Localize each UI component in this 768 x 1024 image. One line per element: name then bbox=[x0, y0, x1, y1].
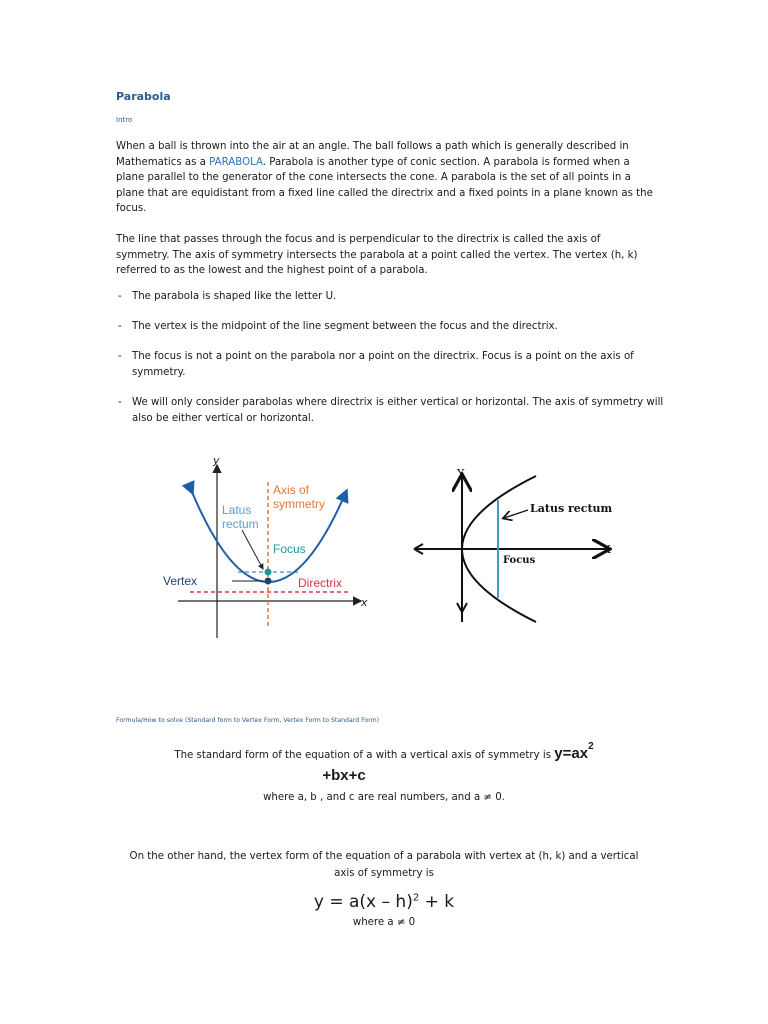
axis-of-symmetry-label-1: Axis of bbox=[273, 483, 310, 497]
axis-paragraph: The line that passes through the focus and is perpendicular to the directrix is called the axis of symmetry. The axis of symmetry intersects the parabola at a point called the vertex. The vertex (h, k) referred to as the lowest and the highest point of a parabola. bbox=[116, 234, 638, 277]
intro-paragraph bbox=[116, 139, 656, 217]
parabola-link[interactable]: PARABOLA bbox=[209, 156, 263, 168]
latus-rectum-label-2: rectum bbox=[222, 517, 259, 531]
bullet-item: - The focus is not a point on the parabola nor a point on the directrix. Focus is a point on the axis of symmetry. bbox=[118, 351, 634, 378]
directrix-label: Directrix bbox=[298, 576, 342, 590]
vertex-form-equation: y = a(x – h)$^2$ + k bbox=[313, 892, 455, 912]
latus-rectum-label: Latus rectum bbox=[530, 502, 613, 515]
vertex-form-note: where a ≠ 0 bbox=[352, 917, 416, 928]
standard-form-text: The standard form of the equation of a with a vertical axis of symmetry is bbox=[174, 750, 555, 761]
vertex-form-exponent: 2 bbox=[412, 892, 420, 904]
standard-form-eq-1: y=ax bbox=[554, 745, 589, 762]
intro-paragraph-end: . Parabola is another type of conic section. A parabola is formed when a plane parallel to the generator of the cone intersects the cone. A parabola is the set of all points in a plane that are equidistant from a fixed line called the directrix and a fixed points in a plane known as the focus. bbox=[116, 156, 653, 215]
bullet-item: - The parabola is shaped like the letter U. bbox=[118, 291, 337, 302]
x-axis-label: x bbox=[361, 596, 368, 609]
focus-point bbox=[265, 569, 272, 576]
axis-of-symmetry-label-2: symmetry bbox=[273, 497, 325, 511]
formula-heading: Formula/How to solve (Standard form to Vertex Form, Vertex Form to Standard Form) bbox=[116, 717, 380, 724]
y-axis-label: Y bbox=[457, 467, 465, 480]
parabola-diagram-vertical bbox=[160, 450, 380, 645]
vertex-label: Vertex bbox=[163, 574, 198, 588]
standard-form-eq-2: +bx+c bbox=[322, 767, 366, 784]
latus-pointer bbox=[242, 530, 263, 569]
vertex-form-line-2: axis of symmetry is bbox=[334, 868, 434, 879]
vertex-point bbox=[265, 578, 272, 585]
latus-pointer bbox=[504, 510, 528, 518]
standard-form-exponent: 2 bbox=[588, 741, 594, 752]
y-axis-label: y bbox=[213, 454, 220, 467]
vertex-form-line-1: On the other hand, the vertex form of the equation of a parabola with vertex at (h, k) and a vertical bbox=[129, 851, 639, 862]
section-heading-intro: Intro bbox=[116, 116, 133, 124]
bullet-item: - We will only consider parabolas where directrix is either vertical or horizontal. The axis of symmetry will also be either vertical or horizontal. bbox=[118, 397, 664, 424]
standard-form-line bbox=[0, 741, 768, 762]
focus-label: Focus bbox=[273, 542, 306, 556]
standard-form-eq-line-2 bbox=[0, 767, 728, 784]
latus-rectum-label-1: Latus bbox=[222, 503, 252, 517]
page-title: Parabola bbox=[116, 90, 171, 103]
bullet-item: - The vertex is the midpoint of the line segment between the focus and the directrix. bbox=[118, 321, 558, 332]
parabola-diagram-horizontal bbox=[408, 462, 623, 627]
intro-paragraph-start: When a ball is thrown into the air at an angle. The ball follows a path which is generally described in Mathematics as a bbox=[116, 141, 629, 168]
standard-form-note: where a, b , and c are real numbers, and a ≠ 0. bbox=[263, 792, 505, 803]
focus-label: Focus bbox=[503, 555, 536, 566]
x-axis-label: X bbox=[603, 543, 611, 556]
